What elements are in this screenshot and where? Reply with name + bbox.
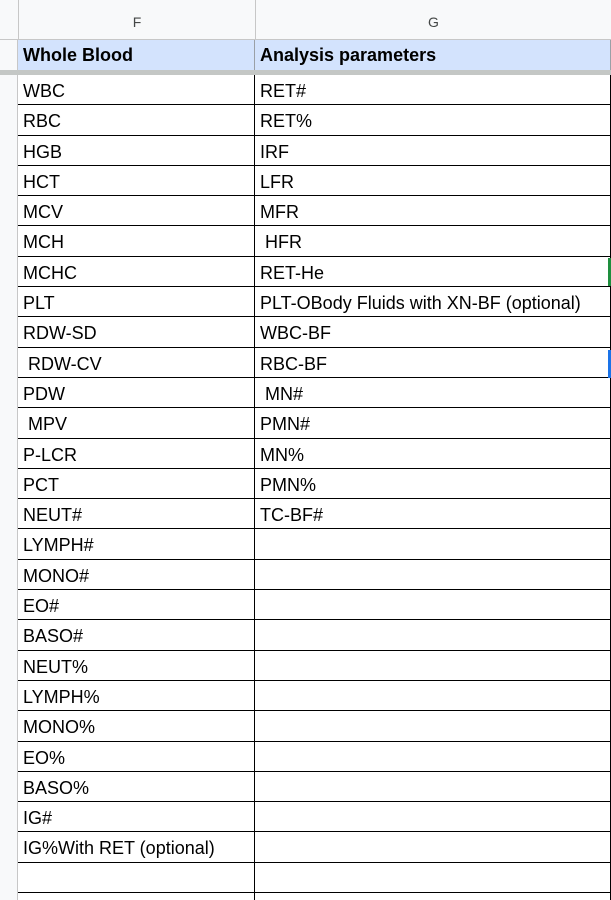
cell-whole-blood[interactable]: MPV (18, 408, 255, 437)
table-row (18, 651, 611, 681)
table-row (18, 439, 611, 469)
table-row (18, 75, 611, 105)
cell-whole-blood[interactable]: LYMPH% (18, 681, 255, 710)
cell-analysis-parameter[interactable] (255, 893, 611, 900)
cell-analysis-parameter[interactable] (255, 560, 611, 589)
table-row (18, 499, 611, 529)
cell-whole-blood[interactable]: MCV (18, 196, 255, 225)
cell-whole-blood[interactable]: NEUT% (18, 651, 255, 680)
table-row (18, 196, 611, 226)
table-row (18, 711, 611, 741)
table-row (18, 408, 611, 438)
table-row (18, 560, 611, 590)
column-header-row (0, 0, 611, 40)
cell-analysis-parameter[interactable]: TC-BF# (255, 499, 611, 528)
cell-whole-blood[interactable]: PDW (18, 378, 255, 407)
cell-analysis-parameter[interactable]: HFR (255, 226, 611, 255)
cell-analysis-parameter[interactable] (255, 711, 611, 740)
table-row (18, 802, 611, 832)
cell-analysis-parameter[interactable]: MN% (255, 439, 611, 468)
cell-analysis-parameter[interactable]: RET-He (255, 257, 611, 286)
cell-analysis-parameter[interactable] (255, 529, 611, 558)
cell-whole-blood[interactable]: HCT (18, 166, 255, 195)
cell-analysis-parameter[interactable]: MN# (255, 378, 611, 407)
table-row (18, 590, 611, 620)
table-row (18, 105, 611, 135)
cell-analysis-parameter[interactable] (255, 832, 611, 861)
cell-whole-blood[interactable]: MONO# (18, 560, 255, 589)
cell-whole-blood[interactable]: IG# (18, 802, 255, 831)
cell-whole-blood[interactable]: BASO# (18, 620, 255, 649)
cell-whole-blood[interactable]: MCHC (18, 257, 255, 286)
cell-analysis-parameter[interactable]: PLT-OBody Fluids with XN-BF (optional) (255, 287, 611, 316)
cell-analysis-parameter[interactable]: LFR (255, 166, 611, 195)
cell-whole-blood[interactable]: WBC (18, 75, 255, 104)
cell-analysis-parameter[interactable] (255, 620, 611, 649)
table-row (18, 681, 611, 711)
cell-whole-blood[interactable]: BASO% (18, 772, 255, 801)
cell-whole-blood[interactable]: EO% (18, 742, 255, 771)
table-row (18, 226, 611, 256)
table-row (18, 166, 611, 196)
table-row (18, 863, 611, 893)
table-row (18, 529, 611, 559)
table-row (18, 620, 611, 650)
cell-whole-blood[interactable]: NEUT# (18, 499, 255, 528)
cell-whole-blood[interactable]: LYMPH# (18, 529, 255, 558)
cell-whole-blood[interactable]: IG%With RET (optional) (18, 832, 255, 861)
cell-analysis-parameter[interactable]: IRF (255, 136, 611, 165)
data-grid (18, 75, 611, 900)
table-row (18, 832, 611, 862)
cell-whole-blood[interactable]: RDW-CV (18, 348, 255, 377)
table-row (18, 136, 611, 166)
cell-analysis-parameter[interactable] (255, 651, 611, 680)
cell-analysis-parameter[interactable] (255, 772, 611, 801)
cell-whole-blood[interactable]: MONO% (18, 711, 255, 740)
table-row (18, 317, 611, 347)
table-row (18, 742, 611, 772)
cell-analysis-parameter[interactable] (255, 681, 611, 710)
cell-whole-blood[interactable]: PCT (18, 469, 255, 498)
cell-analysis-parameter[interactable]: PMN# (255, 408, 611, 437)
cell-analysis-parameter[interactable]: RBC-BF (255, 348, 611, 377)
cell-analysis-parameter[interactable]: RET# (255, 75, 611, 104)
table-row (18, 893, 611, 900)
cell-analysis-parameter[interactable]: RET% (255, 105, 611, 134)
cell-analysis-parameter[interactable]: PMN% (255, 469, 611, 498)
cell-whole-blood[interactable] (18, 893, 255, 900)
row-header-strip[interactable] (0, 40, 18, 900)
cell-analysis-parameter[interactable] (255, 590, 611, 619)
cell-analysis-parameter[interactable]: WBC-BF (255, 317, 611, 346)
cell-analysis-parameter[interactable] (255, 802, 611, 831)
column-header-f[interactable]: F (18, 0, 255, 40)
table-row (18, 287, 611, 317)
table-header-row (18, 40, 611, 70)
cell-whole-blood[interactable]: HGB (18, 136, 255, 165)
header-cell-analysis-parameters[interactable]: Analysis parameters (255, 40, 611, 70)
cell-whole-blood[interactable]: MCH (18, 226, 255, 255)
column-header-g[interactable]: G (255, 0, 611, 40)
cell-analysis-parameter[interactable] (255, 742, 611, 771)
cell-whole-blood[interactable]: RBC (18, 105, 255, 134)
cell-whole-blood[interactable]: P-LCR (18, 439, 255, 468)
cell-whole-blood[interactable]: EO# (18, 590, 255, 619)
table-row (18, 772, 611, 802)
table-row (18, 257, 611, 287)
cell-analysis-parameter[interactable]: MFR (255, 196, 611, 225)
table-row (18, 348, 611, 378)
cell-analysis-parameter[interactable] (255, 863, 611, 892)
header-cell-whole-blood[interactable]: Whole Blood (18, 40, 255, 70)
table-row (18, 378, 611, 408)
cell-whole-blood[interactable]: PLT (18, 287, 255, 316)
cell-whole-blood[interactable]: RDW-SD (18, 317, 255, 346)
cell-whole-blood[interactable] (18, 863, 255, 892)
table-row (18, 469, 611, 499)
